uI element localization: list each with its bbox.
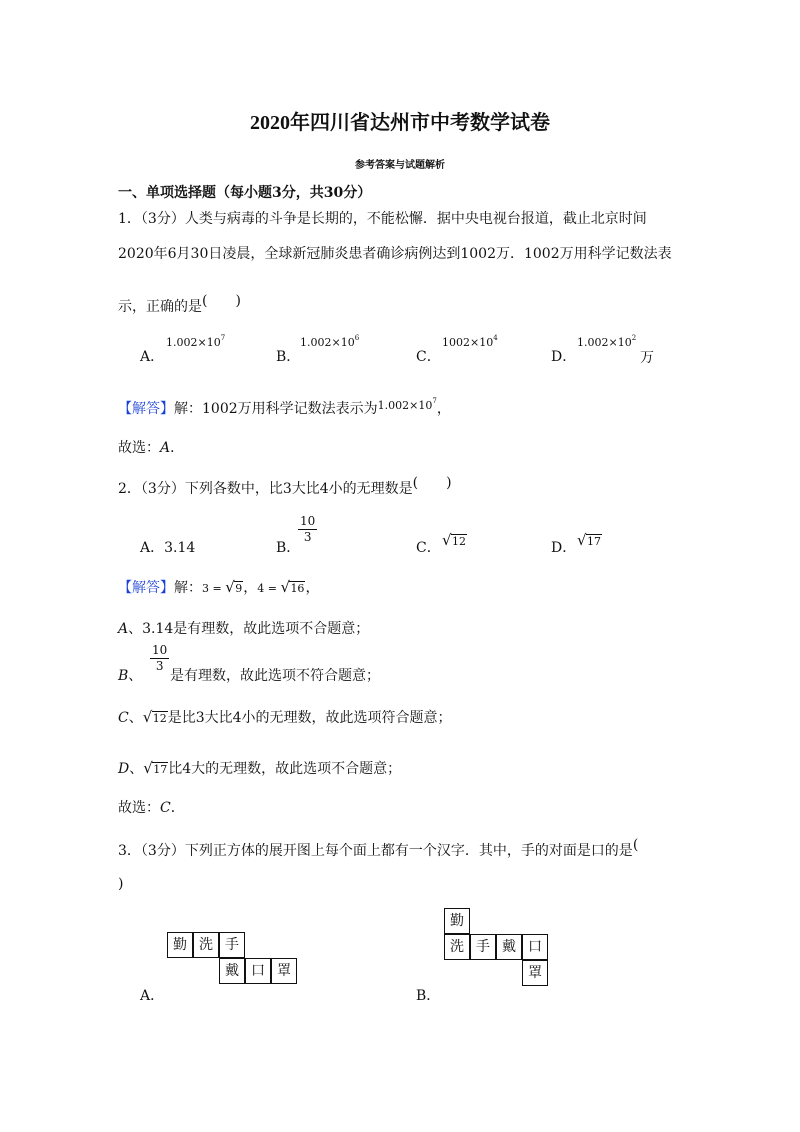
net-b-cell-1: 勤 <box>444 908 470 934</box>
net-b-cell-3: 手 <box>470 934 496 960</box>
net-a-cell-5: 口 <box>245 958 271 984</box>
q2-option-d-sqrt: √ 17 <box>577 534 602 549</box>
q1-option-a-label: A． <box>140 349 165 365</box>
q2-row-b-fraction: $\frac{10}{3}$ <box>152 643 168 673</box>
q1-line-1: 1．（3分）人类与病毒的斗争是长期的，不能松懈．据中央电视台报道，截止北京时间 <box>118 211 647 227</box>
q2-row-b-text: 是有理数，故此选项不符合题意； <box>170 668 380 684</box>
q1-answer: 【解答】解：1002万用科学记数法表示为$^{1.002\times 10^7}$， <box>118 397 451 417</box>
net-a-cell-1: 勤 <box>167 932 193 958</box>
net-a-cell-3: 手 <box>219 932 245 958</box>
q2-choice: 故选：C． <box>118 800 185 816</box>
q2-option-b-label: B． <box>276 540 301 556</box>
q2-line-1: 2．（3分）下列各数中，比3大比4小的无理数是( ) <box>118 475 452 497</box>
q2-answer: 【解答】解：3 = √ 9，4 = √ 16， <box>118 577 319 597</box>
q1-option-b-value: $1.002\times 10^6$ <box>300 334 360 349</box>
answer-tag: 【解答】 <box>118 580 174 596</box>
net-a-cell-6: 罩 <box>271 958 297 984</box>
q1-option-c-value: $1002\times 10^4$ <box>442 334 498 349</box>
net-a-cell-2: 洗 <box>193 932 219 958</box>
answer-tag: 【解答】 <box>118 401 174 417</box>
net-b-cell-5: 口 <box>522 934 548 960</box>
section-heading: 一、单项选择题（每小题3分，共30分） <box>118 185 372 201</box>
q2-row-a: A、3.14是有理数，故此选项不合题意； <box>118 621 370 637</box>
net-b-cell-4: 戴 <box>496 934 522 960</box>
q2-option-b-fraction: $\frac{10}{3}$ <box>300 514 316 544</box>
q2-option-d-label: D． <box>551 540 577 556</box>
q1-option-d-label: D． <box>551 349 577 365</box>
q1-option-d-value: $1.002\times 10^2$ <box>577 334 637 349</box>
q2-option-a: A．3.14 <box>140 540 196 556</box>
page-subtitle: 参考答案与试题解析 <box>355 160 445 171</box>
q1-choice: 故选：A． <box>118 440 185 456</box>
net-a-cell-4: 戴 <box>219 958 245 984</box>
q2-option-c-label: C． <box>416 540 441 556</box>
q1-line-2: 2020年6月30日凌晨，全球新冠肺炎患者确诊病例达到1002万．1002万用科学记数法表 <box>118 246 672 262</box>
q2-row-d: D、√ 17比4大的无理数，故此选项不合题意； <box>118 758 401 778</box>
q2-row-b: B、 <box>118 668 143 684</box>
q2-option-c-sqrt: √ 12 <box>442 534 467 549</box>
q1-option-a-value: $1.002\times 10^7$ <box>166 334 226 349</box>
q1-line-3: 示，正确的是( ) <box>118 293 241 315</box>
net-b-cell-2: 洗 <box>444 934 470 960</box>
q2-row-c: C、√ 12是比3大比4小的无理数，故此选项符合题意； <box>118 707 452 727</box>
q1-option-d-suffix: 万 <box>640 350 654 366</box>
net-b-cell-6: 罩 <box>522 960 548 986</box>
q1-option-c-label: C． <box>416 349 441 365</box>
q3-line-2: ) <box>118 876 124 892</box>
q3-line-1: 3．（3分）下列正方体的展开图上每个面上都有一个汉字．其中，手的对面是口的是( <box>118 837 639 859</box>
page-title: 2020年四川省达州市中考数学试卷 <box>250 112 550 134</box>
q1-option-b-label: B． <box>276 349 301 365</box>
q3-option-a-label: A． <box>140 988 165 1004</box>
q3-option-b-label: B． <box>416 988 441 1004</box>
